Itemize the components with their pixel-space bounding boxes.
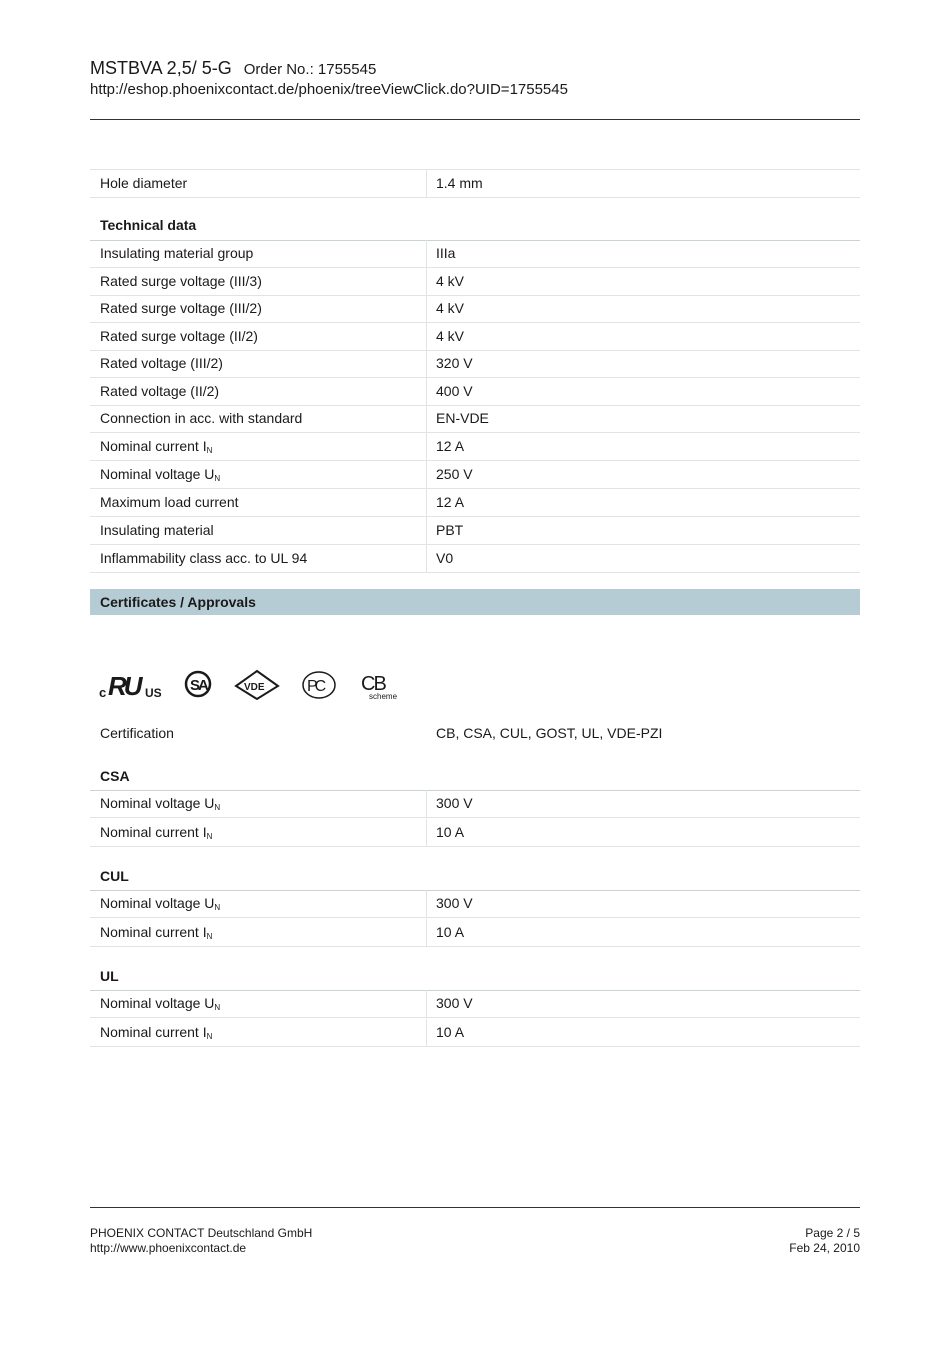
spec-value: 300 V <box>436 995 473 1011</box>
spec-row <box>90 890 860 918</box>
technical-data-heading: Technical data <box>100 217 197 233</box>
spec-key: Hole diameter <box>100 175 188 191</box>
spec-value: 300 V <box>436 895 473 911</box>
footer-company: PHOENIX CONTACT Deutschland GmbH <box>90 1226 313 1240</box>
spec-value: 10 A <box>436 924 465 940</box>
spec-value: 4 kV <box>436 273 465 289</box>
spec-row <box>90 919 860 947</box>
spec-row-hole-diameter <box>90 169 860 198</box>
spec-key: Insulating material group <box>100 245 254 261</box>
vde-logo-icon <box>234 668 280 702</box>
spec-value: IIIa <box>436 245 456 261</box>
page-number: Page 2 / 5 <box>805 1226 860 1240</box>
spec-value: 400 V <box>436 383 473 399</box>
spec-row <box>90 790 860 818</box>
svg-text:PC: PC <box>307 678 324 695</box>
spec-key: Maximum load current <box>100 494 239 510</box>
spec-key: Nominal voltage $U_N$ <box>100 466 221 483</box>
spec-value: 12 A <box>436 494 465 510</box>
spec-row <box>90 240 860 268</box>
spec-key: Nominal voltage $U_N$ <box>100 795 221 812</box>
svg-text:SA: SA <box>190 677 207 694</box>
product-url[interactable]: http://eshop.phoenixcontact.de/phoenix/treeViewClick.do?UID=1755545 <box>90 81 568 98</box>
document-date: Feb 24, 2010 <box>789 1241 860 1255</box>
spec-row <box>90 268 860 296</box>
spec-row <box>90 350 860 378</box>
spec-value: V0 <box>436 550 454 566</box>
spec-key: Nominal voltage $U_N$ <box>100 995 221 1012</box>
spec-row <box>90 990 860 1018</box>
footer-rule <box>90 1207 860 1208</box>
spec-row <box>90 433 860 461</box>
csa-heading: CSA <box>100 768 130 784</box>
spec-value: EN-VDE <box>436 410 489 426</box>
spec-key: Nominal current $I_N$ <box>100 438 213 455</box>
certificates-banner: Certificates / Approvals <box>90 589 860 615</box>
svg-text:VDE: VDE <box>244 682 265 693</box>
spec-value: 1.4 mm <box>436 175 483 191</box>
svg-text:RU: RU <box>108 671 140 701</box>
spec-row <box>90 545 860 573</box>
spec-value: 250 V <box>436 466 473 482</box>
spec-row <box>90 517 860 545</box>
cul-logo-icon <box>98 668 164 702</box>
spec-key: Rated surge voltage (III/2) <box>100 300 262 316</box>
spec-key: Inflammability class acc. to UL 94 <box>100 550 308 566</box>
certification-row <box>90 720 860 747</box>
gost-logo-icon <box>301 668 339 702</box>
header-rule <box>90 119 860 120</box>
spec-key: Certification <box>100 725 174 741</box>
spec-row <box>90 489 860 517</box>
spec-value: 300 V <box>436 795 473 811</box>
svg-text:CB: CB <box>361 673 385 695</box>
spec-value: 10 A <box>436 824 465 840</box>
spec-key: Nominal voltage $U_N$ <box>100 895 221 912</box>
spec-row <box>90 323 860 351</box>
ul-heading: UL <box>100 968 119 984</box>
spec-value: 320 V <box>436 355 473 371</box>
spec-key: Rated voltage (II/2) <box>100 383 220 399</box>
spec-key: Nominal current $I_N$ <box>100 824 213 841</box>
order-number: Order No.: 1755545 <box>243 61 377 78</box>
spec-key: Nominal current $I_N$ <box>100 1024 213 1041</box>
spec-key: Rated surge voltage (II/2) <box>100 328 258 344</box>
svg-text:scheme: scheme <box>369 692 398 701</box>
spec-row <box>90 461 860 489</box>
page-header <box>90 56 860 100</box>
spec-value: 10 A <box>436 1024 465 1040</box>
spec-value: 4 kV <box>436 300 465 316</box>
spec-row <box>90 405 860 433</box>
spec-value: CB, CSA, CUL, GOST, UL, VDE-PZI <box>436 725 663 741</box>
product-name: MSTBVA 2,5/ 5-G <box>90 58 232 78</box>
spec-value: PBT <box>436 522 464 538</box>
spec-row <box>90 295 860 323</box>
csa-logo-icon <box>184 668 214 702</box>
spec-key: Insulating material <box>100 522 214 538</box>
cb-scheme-logo-icon <box>360 668 400 702</box>
spec-key: Connection in acc. with standard <box>100 410 303 426</box>
svg-text:c: c <box>99 685 107 700</box>
cul-heading: CUL <box>100 868 129 884</box>
footer-website[interactable]: http://www.phoenixcontact.de <box>90 1241 247 1255</box>
svg-text:US: US <box>145 686 162 700</box>
spec-row <box>90 378 860 406</box>
spec-row <box>90 819 860 847</box>
spec-key: Rated surge voltage (III/3) <box>100 273 262 289</box>
spec-key: Nominal current $I_N$ <box>100 924 213 941</box>
spec-value: 12 A <box>436 438 465 454</box>
spec-row <box>90 1019 860 1047</box>
spec-value: 4 kV <box>436 328 465 344</box>
spec-key: Rated voltage (III/2) <box>100 355 223 371</box>
